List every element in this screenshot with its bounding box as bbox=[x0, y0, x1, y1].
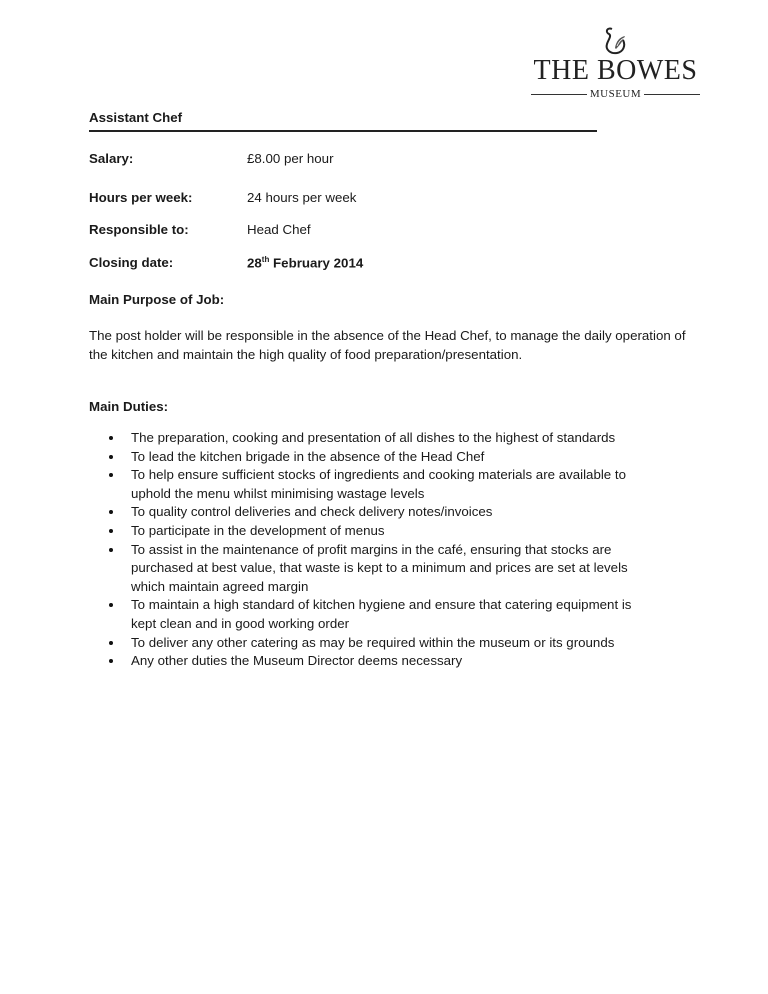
list-item: To lead the kitchen brigade in the absence of the Head Chef bbox=[89, 448, 659, 467]
list-item: To assist in the maintenance of profit margins in the café, ensuring that stocks are purchased at best value, that waste is kept to a minimum and prices are set at levels which maintain agreed margin bbox=[89, 541, 659, 597]
job-title: Assistant Chef bbox=[89, 110, 183, 125]
swan-icon bbox=[603, 26, 629, 56]
museum-logo bbox=[528, 26, 703, 100]
list-item: Any other duties the Museum Director deems necessary bbox=[89, 652, 659, 671]
list-item: To maintain a high standard of kitchen hygiene and ensure that catering equipment is kept clean and in good working order bbox=[89, 596, 659, 633]
divider bbox=[89, 130, 597, 132]
list-item: To quality control deliveries and check delivery notes/invoices bbox=[89, 503, 659, 522]
list-item: The preparation, cooking and presentation of all dishes to the highest of standards bbox=[89, 429, 659, 448]
list-item: To deliver any other catering as may be required within the museum or its grounds bbox=[89, 634, 659, 653]
list-item: To help ensure sufficient stocks of ingredients and cooking materials are available to uphold the menu whilst minimising wastage levels bbox=[89, 466, 659, 503]
duties-list bbox=[89, 429, 659, 671]
duties-heading: Main Duties: bbox=[89, 399, 169, 414]
purpose-text: The post holder will be responsible in the absence of the Head Chef, to manage the daily operation of the kitchen and maintain the high quality of food preparation/presentation. bbox=[89, 328, 686, 362]
list-item: To participate in the development of menus bbox=[89, 522, 659, 541]
logo-sub: MUSEUM bbox=[589, 88, 642, 100]
logo-name: THE BOWES bbox=[533, 55, 698, 86]
purpose-heading: Main Purpose of Job: bbox=[89, 292, 225, 307]
